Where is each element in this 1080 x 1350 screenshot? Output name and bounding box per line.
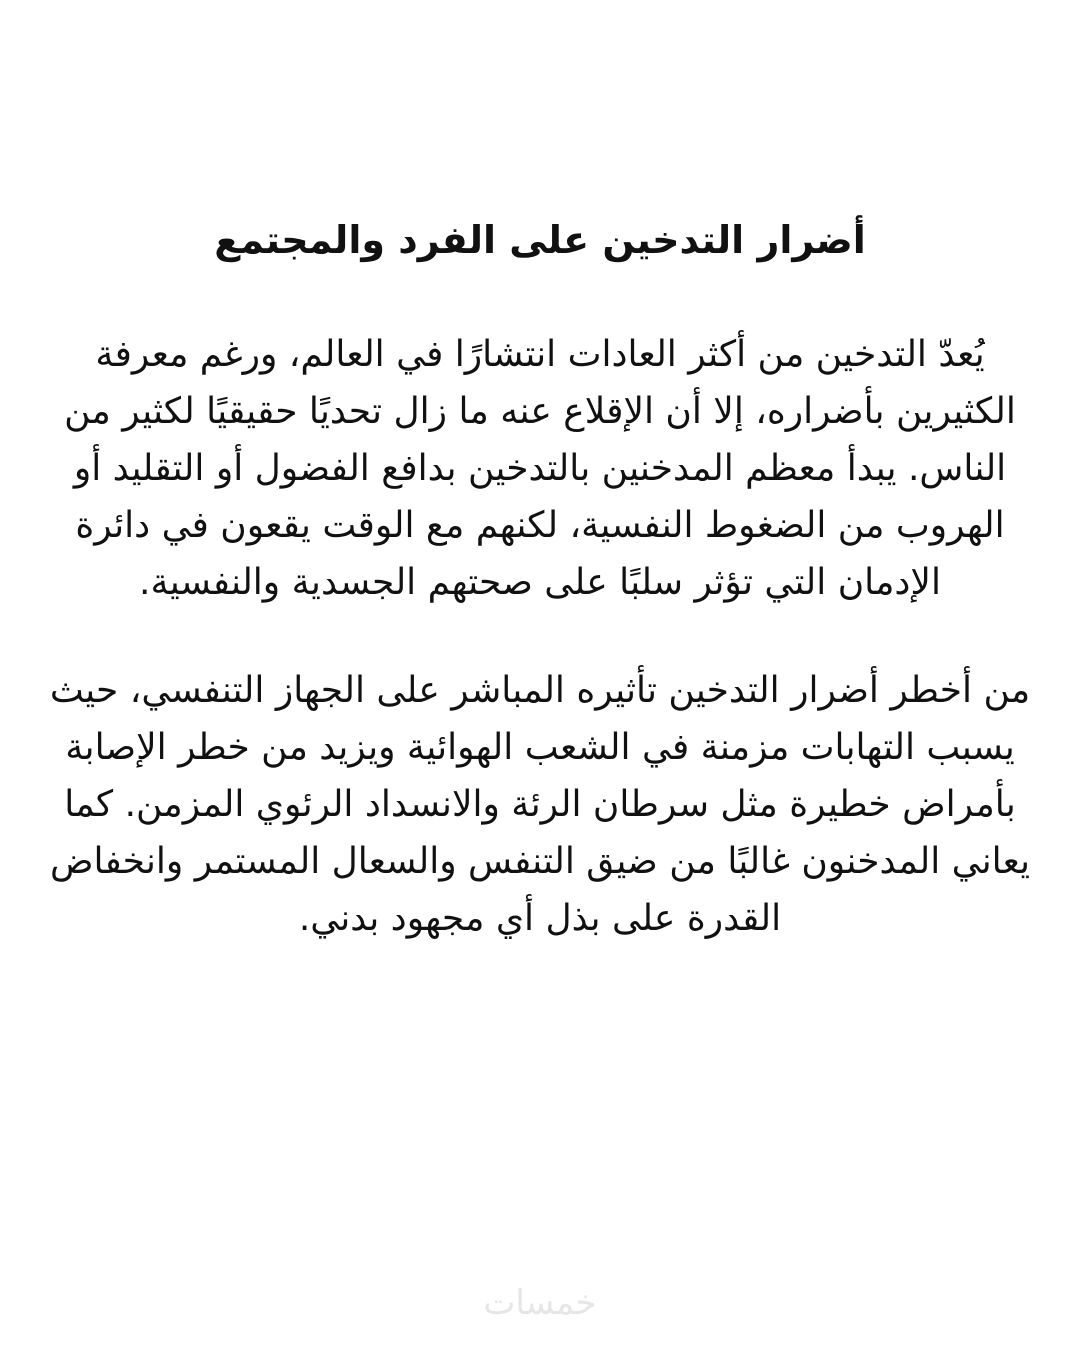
paragraph-line: القدرة على بذل أي مجهود بدني. bbox=[298, 898, 782, 939]
paragraph-line: من أخطر أضرار التدخين تأثيره المباشر على الجهاز التنفسي، حيث bbox=[49, 670, 1031, 711]
paragraph-line: يسبب التهابات مزمنة في الشعب الهوائية ويزيد من خطر الإصابة bbox=[65, 727, 1015, 768]
paragraph-respiratory-harms bbox=[8, 662, 1072, 947]
paragraph-line: يُعدّ التدخين من أكثر العادات انتشارًا في العالم، ورغم معرفة bbox=[95, 334, 985, 375]
paragraph-line: الناس. يبدأ معظم المدخنين بالتدخين بدافع الفضول أو التقليد أو bbox=[73, 448, 1007, 489]
paragraph-line: يعاني المدخنون غالبًا من ضيق التنفس والسعال المستمر وانخفاض bbox=[49, 841, 1031, 882]
paragraph-line: الهروب من الضغوط النفسية، لكنهم مع الوقت يقعون في دائرة bbox=[75, 505, 1005, 546]
paragraph-line: الإدمان التي تؤثر سلبًا على صحتهم الجسدية والنفسية. bbox=[139, 562, 941, 603]
paragraph-intro bbox=[8, 326, 1072, 611]
watermark-logo: خمسات bbox=[483, 1283, 597, 1323]
paragraph-line: الكثيرين بأضراره، إلا أن الإقلاع عنه ما زال تحديًا حقيقيًا لكثير من bbox=[64, 391, 1016, 432]
document-title: أضرار التدخين على الفرد والمجتمع bbox=[214, 218, 866, 262]
paragraph-line: بأمراض خطيرة مثل سرطان الرئة والانسداد الرئوي المزمن. كما bbox=[64, 784, 1016, 825]
